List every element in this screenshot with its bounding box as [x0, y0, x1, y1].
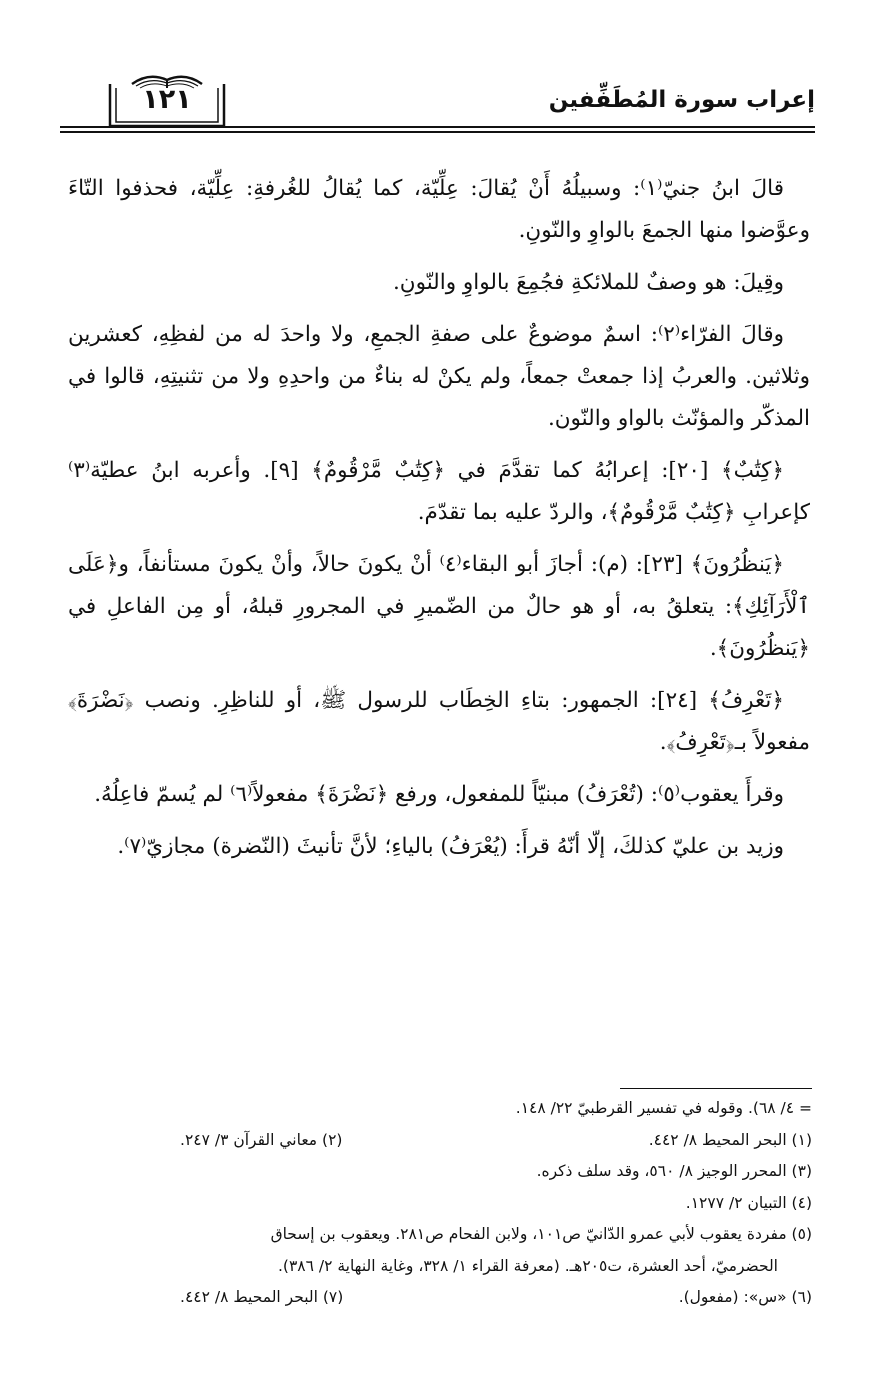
page-header — [60, 60, 815, 135]
footnote-3: (٣) المحرر الوجيز ٨/ ٥٦٠، وقد سلف ذكره. — [536, 1162, 812, 1180]
footnote-5: (٥) مفردة يعقوب لأبي عمرو الدّانيّ ص١٠١، ولابن الفحام ص٢٨١. ويعقوب بن إسحاق — [270, 1225, 812, 1243]
footnotes — [60, 1093, 812, 1314]
paragraph: وقرأَ يعقوب⁽٥⁾: (تُعْرَفُ) مبنيّاً للمفعول، ورفع ﴿نَضْرَةَ﴾ مفعولاً⁽٦⁾ لم يُسمّ فاعِلُهُ. — [94, 782, 784, 807]
paragraph: ﴿كِتَٰبٌ﴾ [٢٠]: إعرابُهُ كما تقدَّمَ في ﴿كِتَٰبٌ مَّرْقُومٌ﴾ [٩]. وأعربه ابنُ عطيّة⁽٣⁾ كإعرابِ ﴿كِتَٰبٌ مَّرْقُومٌ﴾، والردّ عليه بما تقدّمَ. — [68, 458, 810, 525]
page-number: ١٢١ — [142, 84, 192, 115]
footnote-continuation: = ٤/ ٦٨). وقوله في تفسير القرطبيّ ٢٢/ ١٤٨. — [515, 1099, 812, 1117]
footnote-1: (١) البحر المحيط ٨/ ٤٤٢. — [648, 1130, 812, 1149]
paragraph: وقِيلَ: هو وصفٌ للملائكةِ فجُمِعَ بالواوِ والنّونِ. — [392, 270, 784, 295]
footnote-separator — [620, 1088, 812, 1089]
running-title: إعراب سورة المُطَفِّفين — [548, 87, 815, 113]
page-number-frame — [102, 70, 232, 128]
footnote-7: (٧) البحر المحيط ٨/ ٤٤٢. — [180, 1288, 344, 1306]
footnote-row — [60, 1125, 812, 1157]
footnote-6: (٦) «س»: (مفعول). — [678, 1288, 812, 1306]
footnote-4: (٤) التبيان ٢/ ١٢٧٧. — [685, 1193, 812, 1212]
footnote-2: (٢) معاني القرآن ٣/ ٢٤٧. — [180, 1130, 343, 1149]
header-rule-top — [60, 126, 815, 128]
main-text — [68, 168, 810, 878]
paragraph: ﴿يَنظُرُونَ﴾ [٢٣]: (م): أجازَ أبو البقاء⁽٤⁾ أنْ يكونَ حالاً، وأنْ يكونَ مستأنفاً، و﴿عَلَى ٱلْأَرَآئِكِ﴾: يتعلقُ به، أو هو حالٌ من الضّميرِ في المجرورِ قبلهُ، أو مِن الفاعلِ في ﴿يَنظُرُونَ﴾. — [68, 552, 810, 661]
paragraph: وزيد بن عليّ كذلكَ، إلّا أنّهُ قرأَ: (يُعْرَفُ) بالياءِ؛ لأنَّ تأنيثَ (النّضرة) مجازيّ⁽٧⁾. — [117, 834, 784, 859]
footnote-5-continued: الحضرميّ، أحد العشرة، ت٢٠٥هـ. (معرفة القراء ١/ ٣٢٨، وغاية النهاية ٢/ ٣٨٦). — [277, 1256, 778, 1275]
paragraph: وقالَ الفرّاء⁽٢⁾: اسمٌ موضوعٌ على صفةِ الجمعِ، ولا واحدَ له من لفظِهِ، كعشرين وثلاثين. والعربُ إذا جمعتْ جمعاً، ولم يكنْ له بناءٌ من واحدِهِ ولا من تثنيتِهِ، قالوا في المذكّر والمؤنّث بالواو والنّون. — [68, 322, 810, 431]
paragraph: قالَ ابنُ جنيّ⁽١⁾: وسبيلُهُ أَنْ يُقالَ: عِلِّيّة، كما يُقالُ للغُرفةِ: عِلِّيّة، فحذفوا التّاءَ وعوَّضوا منها الجمعَ بالواوِ والنّونِ. — [68, 176, 810, 243]
footnote-row — [60, 1282, 812, 1314]
paragraph: ﴿تَعْرِفُ﴾ [٢٤]: الجمهور: بتاءِ الخِطَاب للرسول ﷺ، أو للناظِرِ. ونصب ﴿نَضْرَةَ﴾ مفعولاً بـ﴿تَعْرِفُ﴾. — [68, 688, 810, 755]
header-rule-bottom — [60, 131, 815, 133]
